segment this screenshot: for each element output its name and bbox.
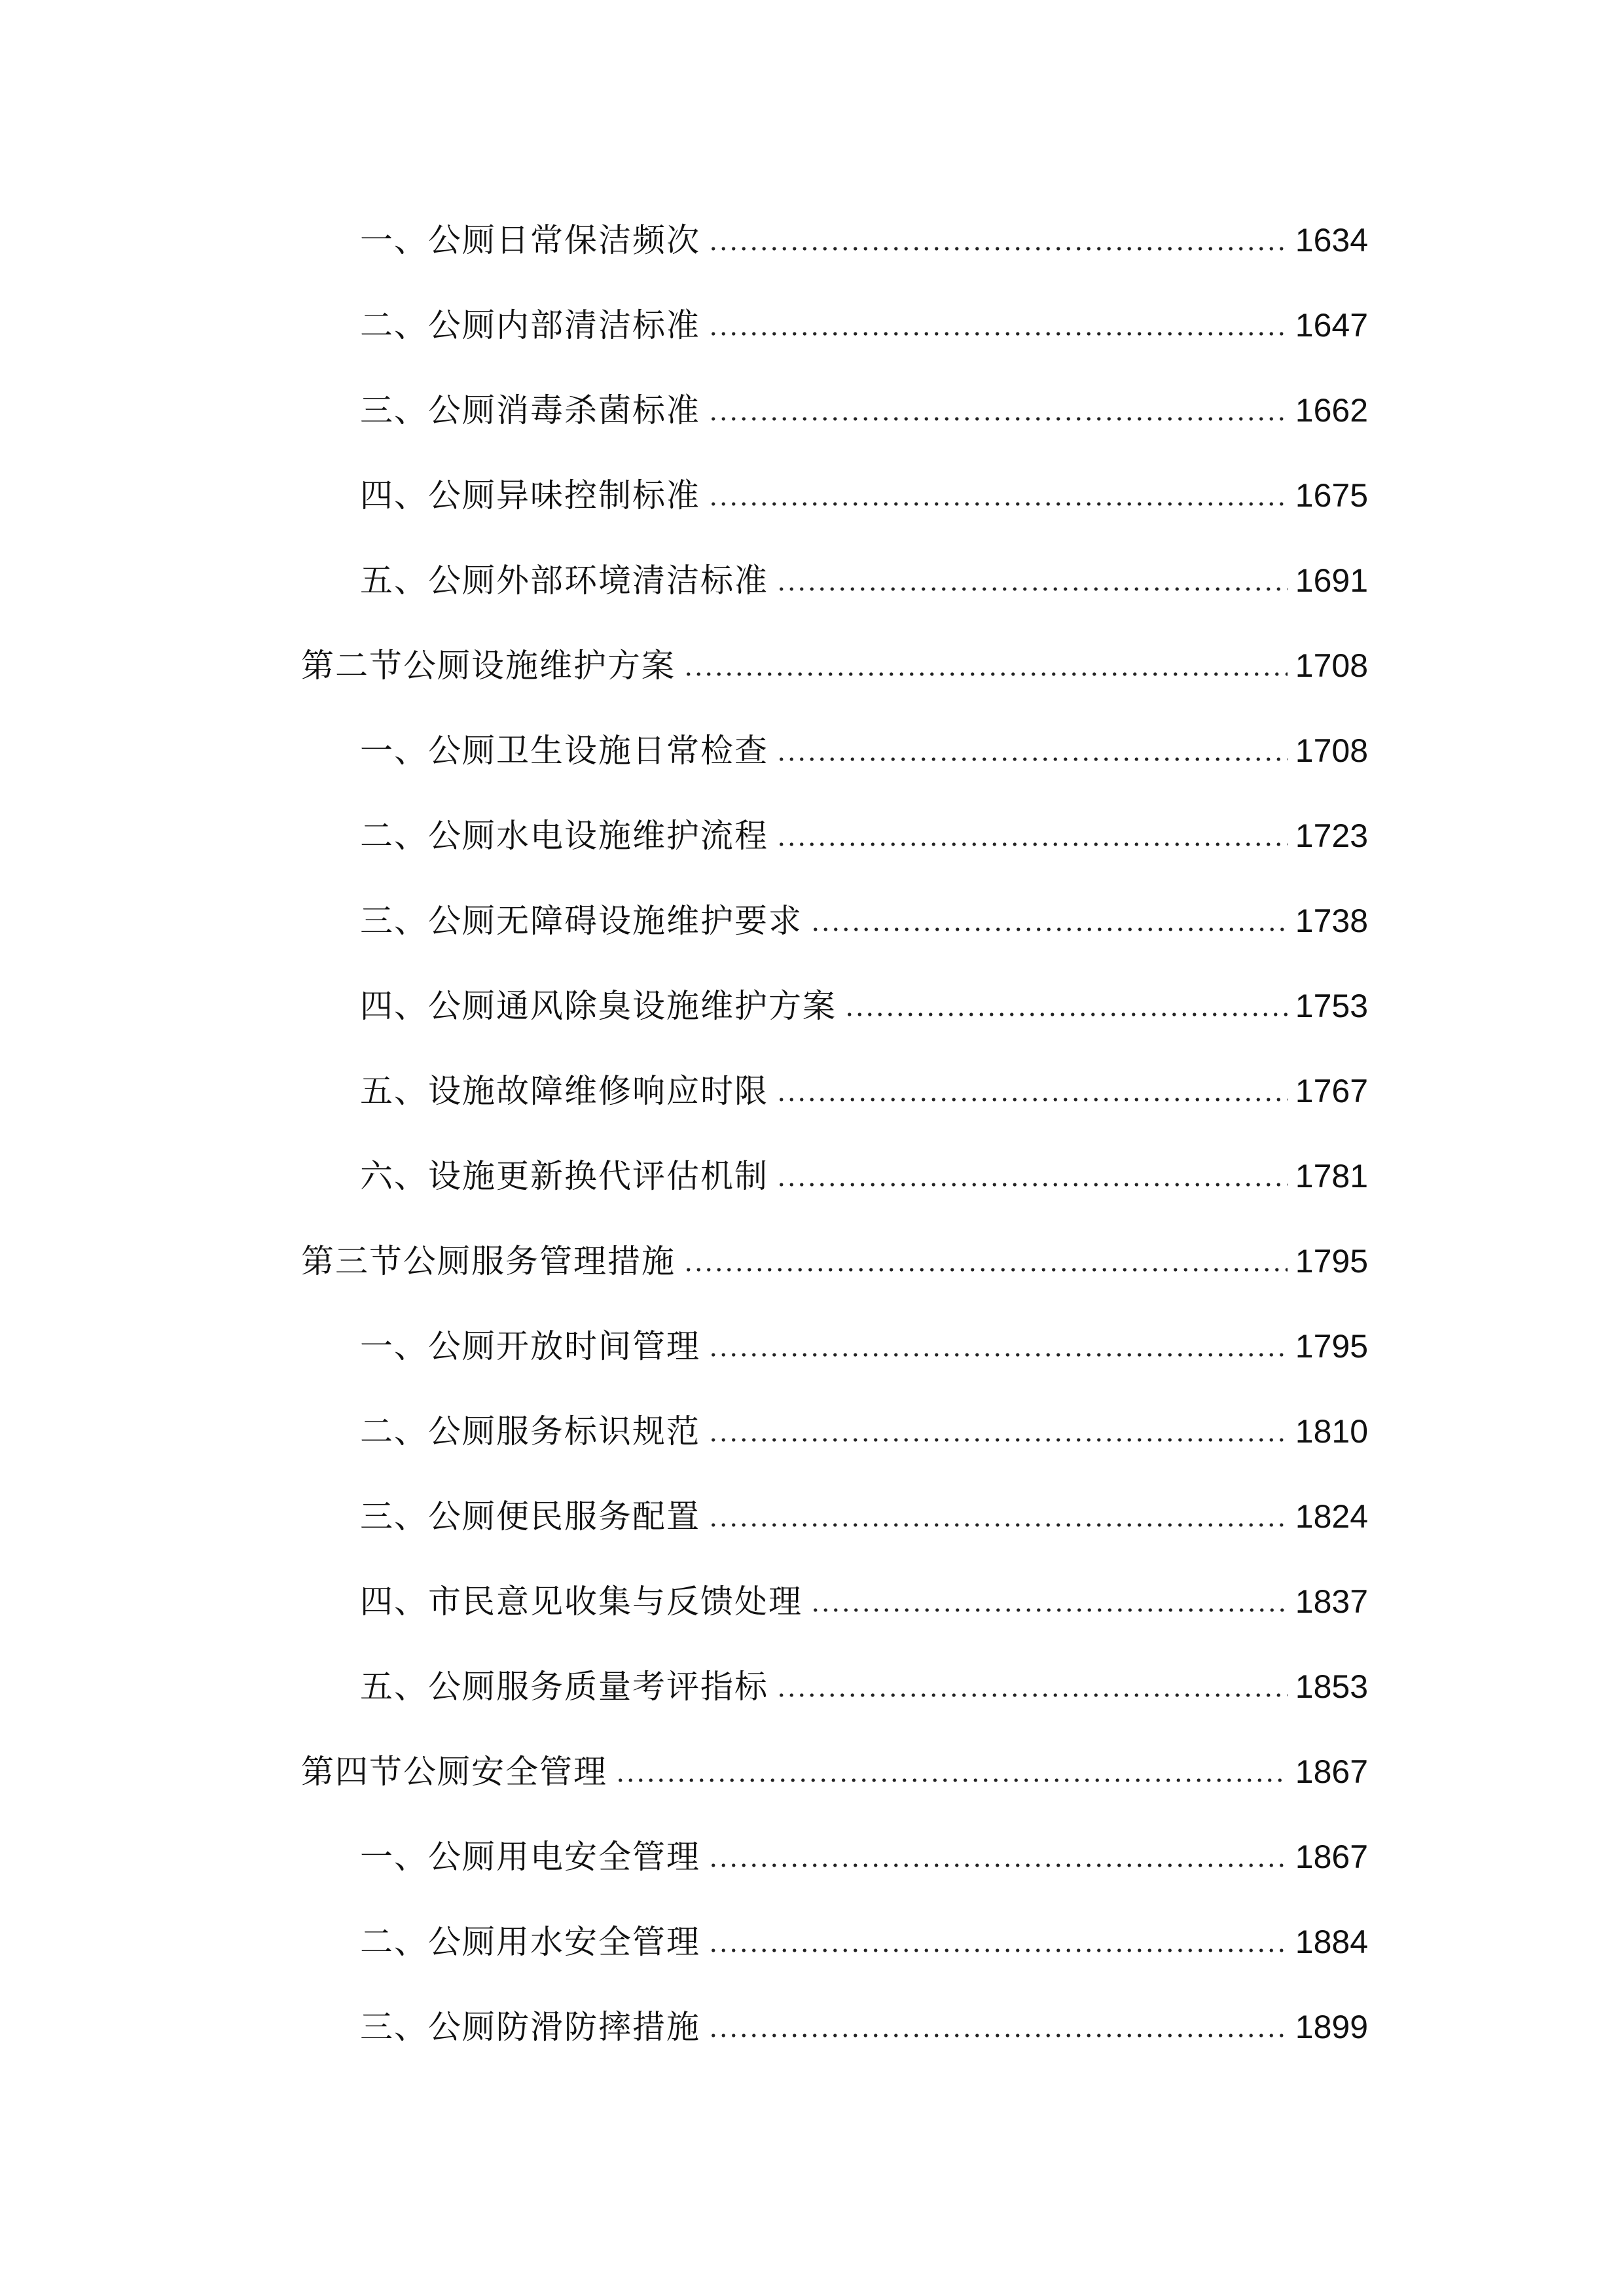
toc-entry[interactable] [360, 469, 1368, 522]
toc-dot-leader [708, 2033, 1288, 2038]
toc-entry-title: 五、公厕外部环境清洁标准 [360, 562, 768, 600]
toc-dot-leader [708, 331, 1288, 336]
toc-entry-title: 一、公厕用电安全管理 [360, 1838, 700, 1876]
toc-page-number: 1647 [1295, 307, 1368, 344]
toc-dot-leader [776, 757, 1288, 762]
toc-entry-title: 一、公厕卫生设施日常检查 [360, 732, 768, 770]
toc-entry-title: 五、公厕服务质量考评指标 [360, 1668, 768, 1706]
toc-entry-title: 六、设施更新换代评估机制 [360, 1157, 768, 1195]
toc-entry[interactable] [360, 384, 1368, 437]
toc-dot-leader [708, 1437, 1288, 1443]
toc-entry-title: 四、公厕异味控制标准 [360, 476, 700, 514]
toc-dot-leader [708, 416, 1288, 422]
toc-entry-title: 四、市民意见收集与反馈处理 [360, 1583, 803, 1621]
toc-entry[interactable] [360, 214, 1368, 266]
toc-dot-leader [776, 842, 1288, 847]
toc-entry[interactable] [360, 554, 1368, 607]
toc-section-entry[interactable] [301, 639, 1368, 692]
toc-entry-title: 第三节公厕服务管理措施 [301, 1242, 676, 1280]
toc-page-number: 1662 [1295, 392, 1368, 429]
toc-page-number: 1899 [1295, 2009, 1368, 2045]
toc-entry-title: 二、公厕内部清洁标准 [360, 306, 700, 344]
toc-dot-leader [776, 1097, 1288, 1102]
toc-entry[interactable] [360, 1916, 1368, 1968]
toc-entry-title: 三、公厕便民服务配置 [360, 1498, 700, 1535]
toc-page-number: 1867 [1295, 1839, 1368, 1875]
toc-page-number: 1691 [1295, 562, 1368, 599]
toc-dot-leader [776, 586, 1288, 592]
toc-dot-leader [708, 1863, 1288, 1868]
toc-page-number: 1867 [1295, 1753, 1368, 1790]
toc-dot-leader [708, 246, 1288, 251]
toc-dot-leader [776, 1182, 1288, 1187]
toc-page-number: 1781 [1295, 1158, 1368, 1194]
toc-page-number: 1767 [1295, 1073, 1368, 1109]
toc-page-number: 1853 [1295, 1668, 1368, 1705]
toc-page-number: 1708 [1295, 732, 1368, 769]
toc-page-number: 1723 [1295, 817, 1368, 854]
toc-dot-leader [683, 1267, 1288, 1272]
toc-entry-title: 三、公厕防滑防摔措施 [360, 2008, 700, 2046]
toc-entry[interactable] [360, 980, 1368, 1032]
toc-entry[interactable] [360, 1320, 1368, 1372]
toc-page-number: 1753 [1295, 988, 1368, 1024]
toc-entry[interactable] [360, 1490, 1368, 1543]
toc-section-entry[interactable] [301, 1235, 1368, 1287]
toc-page-number: 1634 [1295, 222, 1368, 259]
toc-entry[interactable] [360, 1065, 1368, 1117]
toc-page-number: 1810 [1295, 1413, 1368, 1450]
toc-page-number: 1795 [1295, 1243, 1368, 1280]
toc-page-number: 1738 [1295, 903, 1368, 939]
toc-entry[interactable] [360, 1575, 1368, 1628]
toc-page-number: 1708 [1295, 647, 1368, 684]
toc-page-number: 1884 [1295, 1924, 1368, 1960]
toc-dot-leader [810, 1607, 1288, 1613]
toc-entry-title: 第二节公厕设施维护方案 [301, 647, 676, 685]
toc-entry[interactable] [360, 1405, 1368, 1458]
toc-entry[interactable] [360, 1660, 1368, 1713]
toc-page-number: 1824 [1295, 1498, 1368, 1535]
toc-entry-title: 四、公厕通风除臭设施维护方案 [360, 987, 837, 1025]
toc-page-number: 1675 [1295, 477, 1368, 514]
toc-entry-title: 五、设施故障维修响应时限 [360, 1072, 768, 1110]
toc-dot-leader [708, 1352, 1288, 1357]
toc-entry[interactable] [360, 1831, 1368, 1883]
toc-entry-title: 第四节公厕安全管理 [301, 1753, 607, 1791]
toc-dot-leader [708, 1948, 1288, 1953]
toc-dot-leader [708, 1522, 1288, 1528]
toc-entry[interactable] [360, 299, 1368, 351]
toc-page-number: 1837 [1295, 1583, 1368, 1620]
toc-entry[interactable] [360, 2001, 1368, 2053]
toc-dot-leader [810, 927, 1288, 932]
toc-dot-leader [776, 1693, 1288, 1698]
toc-entry[interactable] [360, 895, 1368, 947]
toc-entry-title: 一、公厕日常保洁频次 [360, 221, 700, 259]
toc-dot-leader [708, 501, 1288, 507]
toc-section-entry[interactable] [301, 1746, 1368, 1798]
toc-page-number: 1795 [1295, 1328, 1368, 1365]
toc-entry[interactable] [360, 1150, 1368, 1202]
toc-entry[interactable] [360, 725, 1368, 777]
toc-entry-title: 二、公厕用水安全管理 [360, 1923, 700, 1961]
toc-dot-leader [844, 1012, 1288, 1017]
toc-entry-title: 三、公厕消毒杀菌标准 [360, 391, 700, 429]
toc-entry-title: 二、公厕服务标识规范 [360, 1412, 700, 1450]
toc-entry-title: 一、公厕开放时间管理 [360, 1327, 700, 1365]
toc-entry-title: 三、公厕无障碍设施维护要求 [360, 902, 803, 940]
toc-entry[interactable] [360, 810, 1368, 862]
toc-dot-leader [615, 1778, 1288, 1783]
toc-dot-leader [683, 672, 1288, 677]
toc-entry-title: 二、公厕水电设施维护流程 [360, 817, 768, 855]
